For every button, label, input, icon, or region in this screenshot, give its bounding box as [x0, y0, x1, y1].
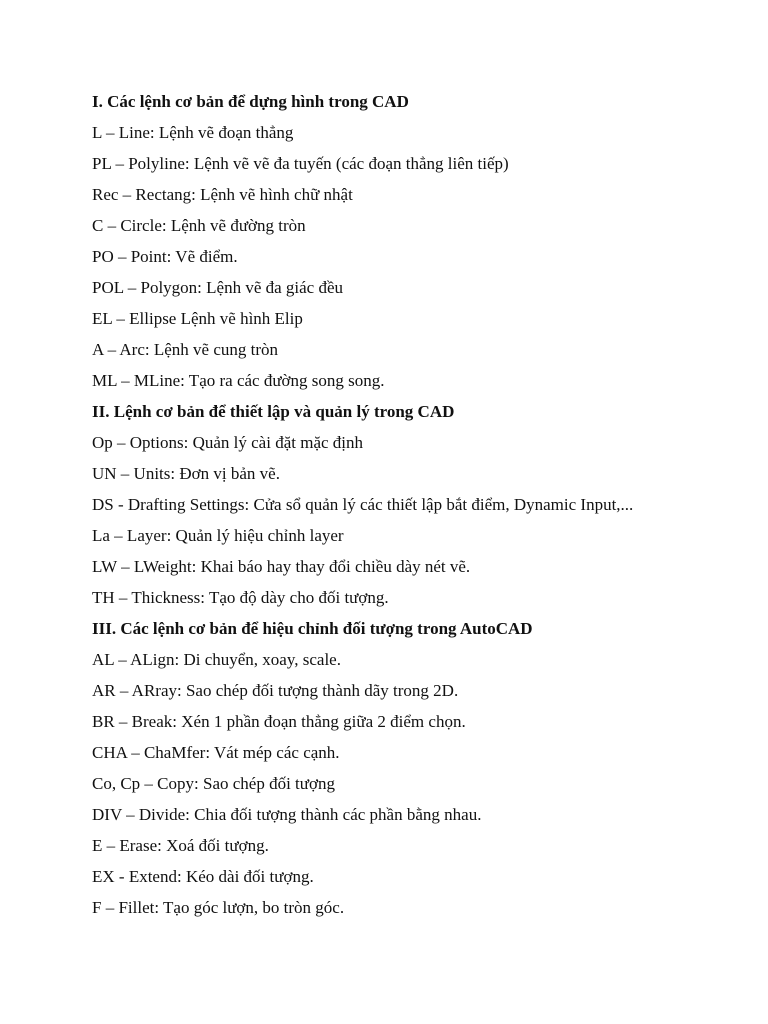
command-line: L – Line: Lệnh vẽ đoạn thẳng: [92, 123, 294, 142]
command-chamfer: CHA – ChaMfer: Vát mép các cạnh.: [92, 743, 340, 762]
section-heading-2: II. Lệnh cơ bản để thiết lập và quản lý trong CAD: [92, 402, 455, 421]
command-divide: DIV – Divide: Chia đối tượng thành các phần bằng nhau.: [92, 805, 482, 824]
section-heading-1: I. Các lệnh cơ bản để dựng hình trong CAD: [92, 92, 409, 111]
command-layer: La – Layer: Quản lý hiệu chỉnh layer: [92, 526, 344, 545]
command-copy: Co, Cp – Copy: Sao chép đối tượng: [92, 774, 335, 793]
command-align: AL – ALign: Di chuyển, xoay, scale.: [92, 650, 341, 669]
command-lweight: LW – LWeight: Khai báo hay thay đổi chiều dày nét vẽ.: [92, 557, 471, 576]
command-fillet: F – Fillet: Tạo góc lượn, bo tròn góc.: [92, 898, 345, 917]
command-point: PO – Point: Vẽ điểm.: [92, 247, 238, 266]
document-page: [92, 86, 752, 923]
command-break: BR – Break: Xén 1 phần đoạn thẳng giữa 2 điểm chọn.: [92, 712, 466, 731]
command-mline: ML – MLine: Tạo ra các đường song song.: [92, 371, 385, 390]
command-rectang: Rec – Rectang: Lệnh vẽ hình chữ nhật: [92, 185, 353, 204]
command-drafting-settings: DS - Drafting Settings: Cửa sổ quản lý các thiết lập bắt điểm, Dynamic Input,...: [92, 495, 634, 514]
command-arc: A – Arc: Lệnh vẽ cung tròn: [92, 340, 279, 359]
command-options: Op – Options: Quản lý cài đặt mặc định: [92, 433, 364, 452]
command-polygon: POL – Polygon: Lệnh vẽ đa giác đều: [92, 278, 344, 297]
command-polyline: PL – Polyline: Lệnh vẽ vẽ đa tuyến (các đoạn thẳng liên tiếp): [92, 154, 509, 173]
section-heading-3: III. Các lệnh cơ bản để hiệu chỉnh đối tượng trong AutoCAD: [92, 619, 533, 638]
command-array: AR – ARray: Sao chép đối tượng thành dãy trong 2D.: [92, 681, 459, 700]
command-ellipse: EL – Ellipse Lệnh vẽ hình Elip: [92, 309, 303, 328]
command-units: UN – Units: Đơn vị bản vẽ.: [92, 464, 280, 483]
command-thickness: TH – Thickness: Tạo độ dày cho đối tượng.: [92, 588, 389, 607]
command-extend: EX - Extend: Kéo dài đối tượng.: [92, 867, 314, 886]
command-erase: E – Erase: Xoá đối tượng.: [92, 836, 269, 855]
command-circle: C – Circle: Lệnh vẽ đường tròn: [92, 216, 306, 235]
